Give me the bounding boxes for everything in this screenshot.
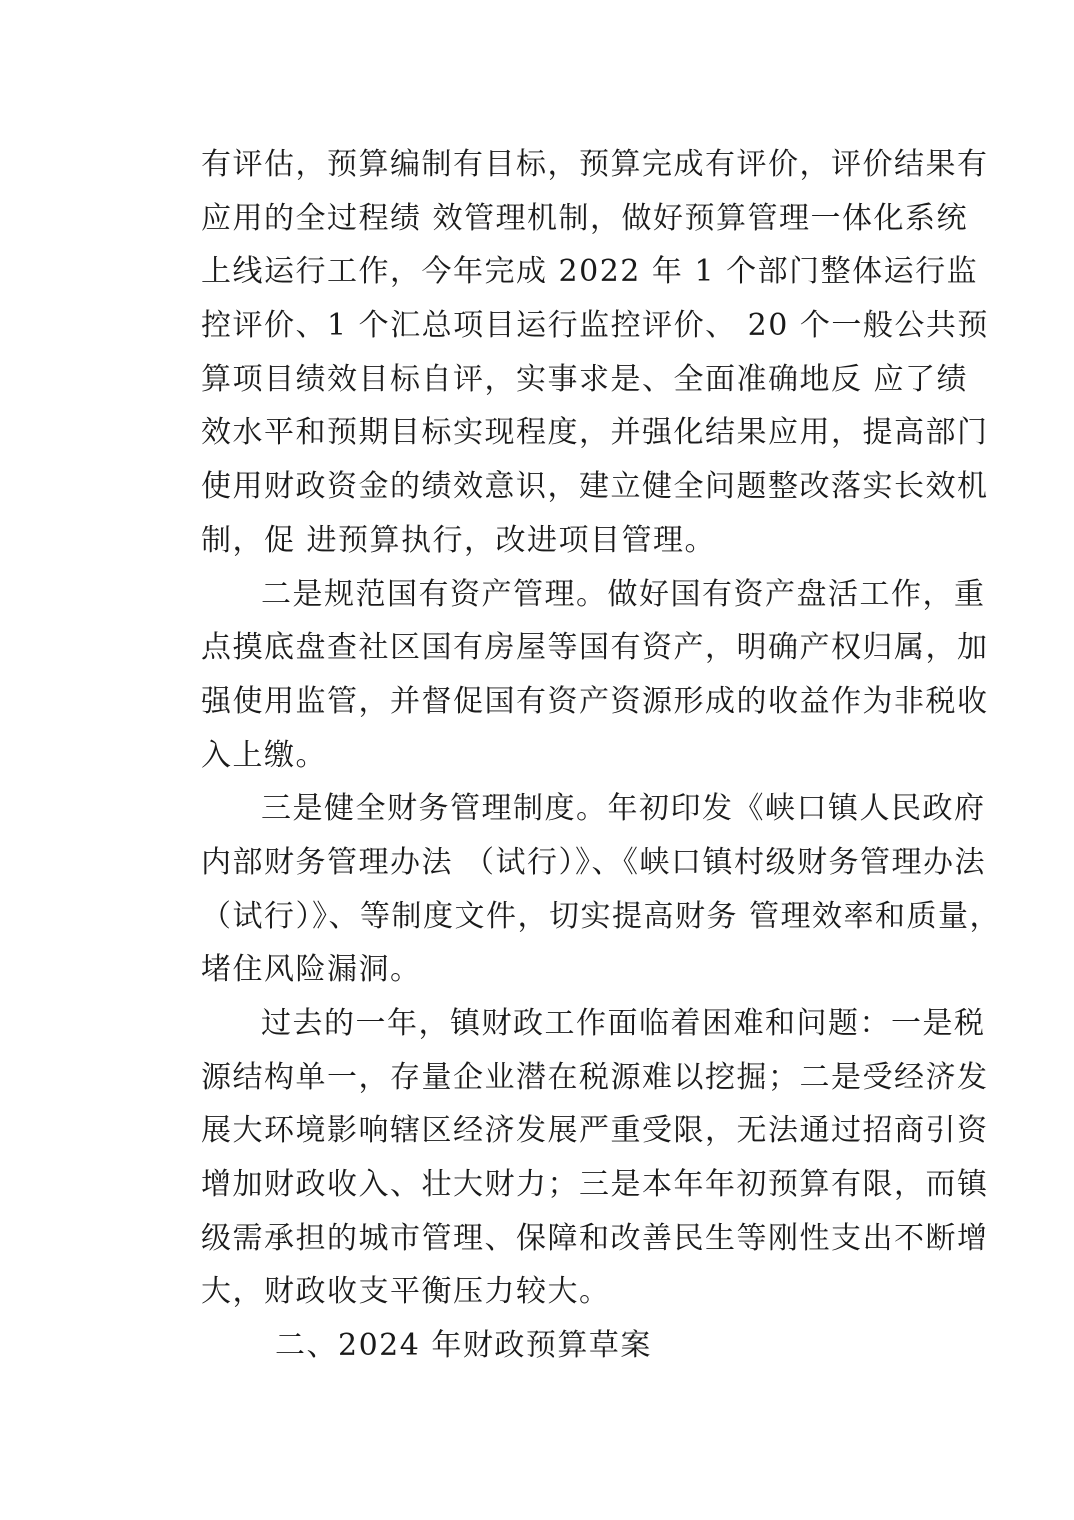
text-line: 级需承担的城市管理、保障和改善民生等刚性支出不断增 <box>201 1220 989 1256</box>
text-line: 过去的一年，镇财政工作面临着困难和问题：一是税 <box>261 1006 986 1041</box>
text-line: 制，促 进预算执行，改进项目管理。 <box>201 522 717 558</box>
paragraph-difficulties <box>201 997 989 1319</box>
text-line: 入上缴。 <box>201 737 327 773</box>
section-heading: 二、2024 年财政预算草案 <box>275 1328 652 1364</box>
text-line: 控评价、1 个汇总项目运行监控评价、 20 个一般公共预 <box>201 308 989 344</box>
text-line: 算项目绩效目标自评，实事求是、全面准确地反 应了绩 <box>201 361 969 397</box>
text-line: 上线运行工作，今年完成 2022 年 1 个部门整体运行监 <box>201 254 979 290</box>
paragraph-state-assets <box>201 568 989 783</box>
text-line: 增加财政收入、壮大财力；三是本年年初预算有限，而镇 <box>201 1167 989 1203</box>
text-line: 点摸底盘查社区国有房屋等国有资产，明确产权归属，加 <box>201 630 989 666</box>
text-line: 三是健全财务管理制度。年初印发《峡口镇人民政府 <box>261 791 986 827</box>
text-line: 强使用监管，并督促国有资产资源形成的收益作为非税收 <box>201 683 989 719</box>
text-line: 二是规范国有资产管理。做好国有资产盘活工作，重 <box>261 576 986 612</box>
text-line: 应用的全过程绩 效管理机制，做好预算管理一体化系统 <box>201 200 969 236</box>
text-line: （试行）》、等制度文件，切实提高财务 管理效率和质量， <box>201 898 1002 934</box>
text-line: 有评估，预算编制有目标，预算完成有评价，评价结果有 <box>201 147 989 182</box>
text-line: 堵住风险漏洞。 <box>201 952 422 988</box>
text-line: 内部财务管理办法 （试行）》、《峡口镇村级财务管理办法 <box>201 844 987 880</box>
paragraph-financial-rules <box>201 782 1002 997</box>
text-line: 源结构单一，存量企业潜在税源难以挖掘；二是受经济发 <box>201 1059 989 1095</box>
text-line: 使用财政资金的绩效意识，建立健全问题整改落实长效机 <box>201 469 989 505</box>
document-body <box>201 138 1002 1373</box>
text-line: 展大环境影响辖区经济发展严重受限，无法通过招商引资 <box>201 1113 989 1149</box>
text-line: 效水平和预期目标实现程度，并强化结果应用，提高部门 <box>201 415 989 451</box>
paragraph-performance-management <box>201 138 989 568</box>
text-line: 大，财政收支平衡压力较大。 <box>201 1274 611 1310</box>
